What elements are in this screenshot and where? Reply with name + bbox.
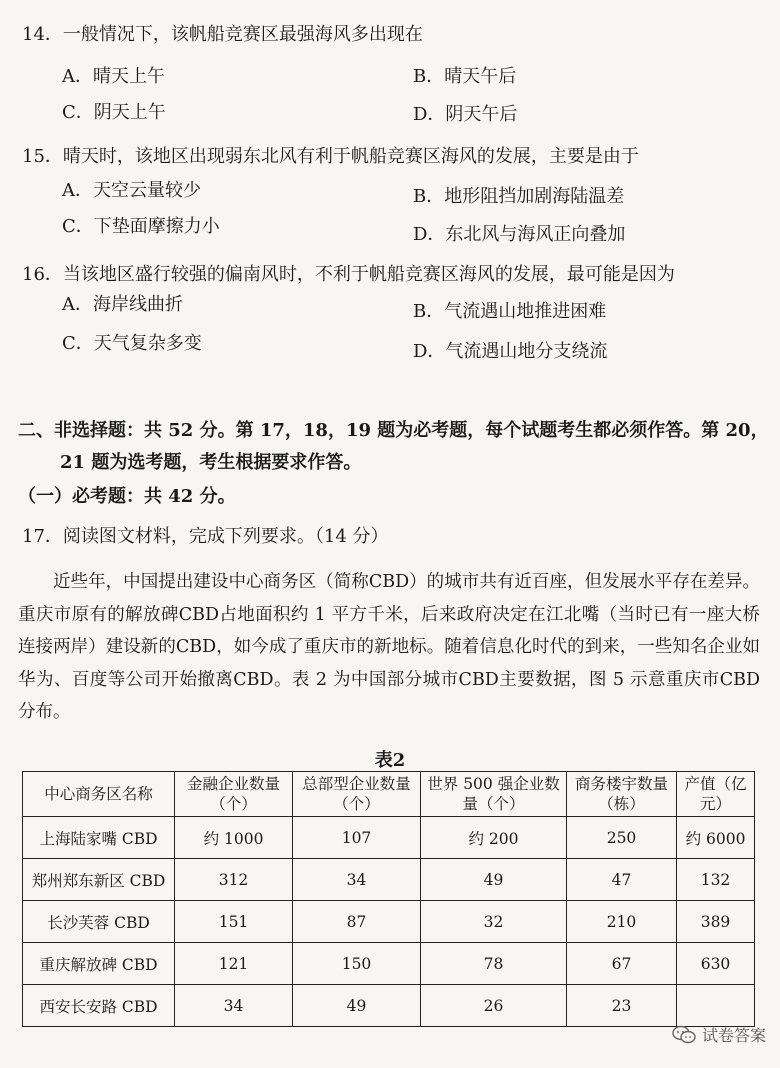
question-16-option-d: D．气流遇山地分支绕流 (413, 341, 608, 362)
section-2-subheading: （一）必考题：共 42 分。 (18, 486, 236, 507)
table-cell: 87 (293, 901, 421, 943)
question-14-option-a: A．晴天上午 (62, 66, 165, 87)
table-header-cell: 中心商务区名称 (23, 772, 175, 817)
watermark-text: 试卷答案 (701, 1026, 766, 1045)
table-cell: 49 (293, 985, 421, 1027)
cbd-data-table (22, 771, 755, 1027)
question-16-stem: 16．当该地区盛行较强的偏南风时，不利于帆船竞赛区海风的发展，最可能是因为 (22, 264, 675, 285)
question-14-stem: 14．一般情况下，该帆船竞赛区最强海风多出现在 (22, 24, 423, 45)
table-cell: 47 (567, 859, 677, 901)
table-cell: 132 (677, 859, 755, 901)
table-cell: 67 (567, 943, 677, 985)
table-cell: 重庆解放碑 CBD (23, 943, 175, 985)
section-2-line-2: 21 题为选考题，考生根据要求作答。 (60, 452, 362, 473)
question-15-option-c: C．下垫面摩擦力小 (62, 216, 220, 237)
table-row (23, 943, 755, 985)
table-cell: 32 (421, 901, 567, 943)
table-cell: 121 (175, 943, 293, 985)
question-14-option-b: B．晴天午后 (413, 66, 517, 87)
question-14-option-c: C．阴天上午 (62, 102, 166, 123)
table-cell: 312 (175, 859, 293, 901)
table-cell: 约 6000 (677, 817, 755, 859)
table-cell: 389 (677, 901, 755, 943)
table-cell: 约 1000 (175, 817, 293, 859)
table-cell: 107 (293, 817, 421, 859)
table-cell: 上海陆家嘴 CBD (23, 817, 175, 859)
table-cell: 250 (567, 817, 677, 859)
table-cell: 210 (567, 901, 677, 943)
section-2-line-1: 二、非选择题：共 52 分。第 17，18，19 题为必考题，每个试题考生都必须作答。第 20， (18, 420, 769, 441)
table-row (23, 985, 755, 1027)
table-cell: 郑州郑东新区 CBD (23, 859, 175, 901)
table-cell: 34 (175, 985, 293, 1027)
table-caption: 表2 (374, 750, 406, 771)
table-cell: 长沙芙蓉 CBD (23, 901, 175, 943)
question-14-option-d: D．阴天午后 (413, 104, 518, 125)
table-header-cell: 金融企业数量（个） (175, 772, 293, 817)
table-header-cell: 总部型企业数量（个） (293, 772, 421, 817)
question-15-option-d: D．东北风与海风正向叠加 (413, 224, 626, 245)
table-header-cell: 商务楼宇数量（栋） (567, 772, 677, 817)
question-15-stem: 15．晴天时，该地区出现弱东北风有利于帆船竞赛区海风的发展，主要是由于 (22, 146, 639, 167)
table-cell: 约 200 (421, 817, 567, 859)
question-15-option-b: B．地形阻挡加剧海陆温差 (413, 186, 625, 207)
table-cell: 23 (567, 985, 677, 1027)
table-cell: 78 (421, 943, 567, 985)
table-cell: 150 (293, 943, 421, 985)
question-16-option-a: A．海岸线曲折 (62, 294, 183, 315)
question-17-stem: 17．阅读图文材料，完成下列要求。（14 分） (22, 526, 389, 547)
table-cell: 西安长安路 CBD (23, 985, 175, 1027)
table-row (23, 817, 755, 859)
table-cell: 151 (175, 901, 293, 943)
table-cell: 26 (421, 985, 567, 1027)
table-cell (677, 985, 755, 1027)
table-cell: 34 (293, 859, 421, 901)
question-16-option-b: B．气流遇山地推进困难 (413, 301, 607, 322)
chat-bubble-icon (672, 1025, 696, 1045)
table-row (23, 901, 755, 943)
question-17-passage: 近些年，中国提出建设中心商务区（简称CBD）的城市共有近百座，但发展水平存在差异。重庆市原有的解放碑CBD占地面积约 1 平方千米，后来政府决定在江北嘴（当时已有一座大桥连接两岸）建设新的CBD，如今成了重庆市的新地标。随着信息化时代的到来，一些知名企业如华为、百度等公司开始撤离CBD。表 2 为中国部分城市CBD主要数据，图 5 示意重庆市CBD分布。 (18, 572, 760, 722)
question-15-option-a: A．天空云量较少 (62, 180, 201, 201)
table-cell: 49 (421, 859, 567, 901)
table-header-cell: 世界 500 强企业数量（个） (421, 772, 567, 817)
table-row (23, 859, 755, 901)
table-cell: 630 (677, 943, 755, 985)
table-header-cell: 产值（亿元） (677, 772, 755, 817)
question-16-option-c: C．天气复杂多变 (62, 333, 202, 354)
watermark (672, 1023, 766, 1046)
table-header-row (23, 772, 755, 817)
